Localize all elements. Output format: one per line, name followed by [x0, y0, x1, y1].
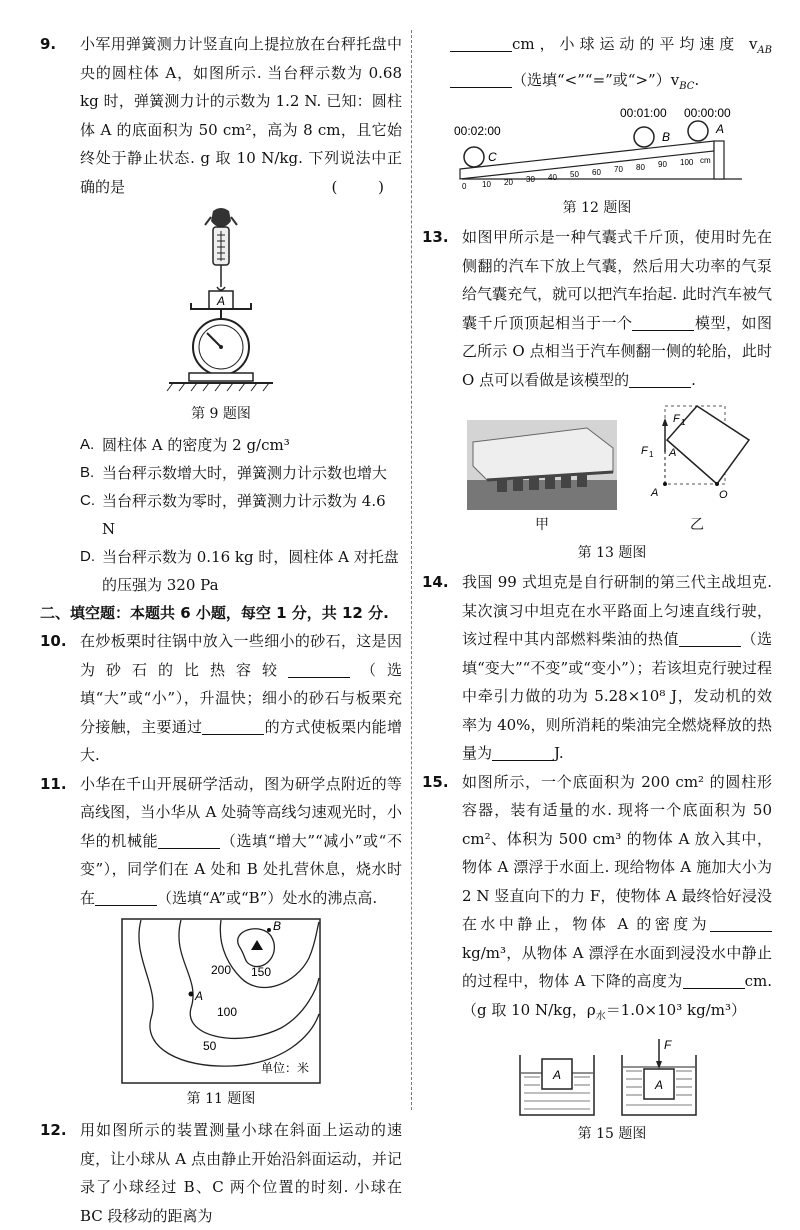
svg-text:60: 60	[592, 168, 601, 177]
right-column	[422, 30, 772, 1145]
ball-b	[634, 127, 654, 147]
answer-blank[interactable]	[679, 629, 741, 647]
force-f: F	[664, 1038, 672, 1052]
point-b: B	[273, 919, 282, 933]
contour-map	[121, 918, 321, 1084]
lever-diagram	[637, 400, 757, 510]
answer-blank[interactable]	[158, 831, 220, 849]
figure-15	[422, 1037, 772, 1145]
label-a-top: A	[669, 447, 677, 459]
question-14: 14. 我国 99 式坦克是自行研制的第三代主战坦克. 某次演习中坦克在水平路面上匀速直线行驶，该过程中其内部燃料柴油的热值 （选填“变大”“不变”或“变小”）；若该坦克行驶过程中牵引力做的功为 5.28×10⁸ J，发动机的效率为 40%，则所消耗的柴油完全燃烧释放的热量为 J.	[422, 568, 772, 768]
force-f1-side: F	[641, 445, 648, 457]
svg-text:40: 40	[548, 173, 557, 182]
incline-diagram	[452, 107, 742, 193]
ball-c	[464, 147, 484, 167]
label-a-bottom: A	[651, 487, 659, 499]
answer-blank[interactable]	[288, 660, 350, 678]
figure-9	[40, 207, 402, 425]
container-submerged	[622, 1038, 696, 1115]
column-divider	[411, 30, 412, 1110]
left-column	[40, 30, 402, 1230]
answer-bracket: ( )	[331, 177, 402, 196]
question-number: 9.	[40, 35, 57, 53]
figure-13-jia	[467, 420, 617, 536]
option-c: C. 当台秤示数为零时，弹簧测力计示数为 4.6 N	[80, 492, 386, 538]
time-a: 00:00:00	[684, 106, 731, 120]
question-number: 14.	[422, 573, 449, 591]
label-b: B	[662, 130, 671, 144]
figure-label-yi: 乙	[690, 517, 704, 533]
force-f1: F	[673, 413, 680, 425]
svg-text:1: 1	[681, 418, 686, 427]
figure-label-jia: 甲	[535, 517, 549, 533]
svg-text:90: 90	[658, 160, 667, 169]
figure-caption: 第 12 题图	[562, 200, 632, 216]
section-heading: 二、填空题：本题共 6 小题，每空 1 分，共 12 分.	[40, 604, 389, 622]
hand-icon	[211, 208, 231, 227]
figure-12	[422, 107, 772, 219]
map-unit: 单位：米	[261, 1061, 310, 1075]
option-a: A. 圆柱体 A 的密度为 2 g/cm³	[80, 436, 290, 454]
contour-label-150: 150	[251, 965, 272, 979]
options-9	[40, 431, 402, 599]
svg-text:30: 30	[526, 175, 535, 184]
svg-text:70: 70	[614, 165, 623, 174]
question-text: 小军用弹簧测力计竖直向上提拉放在台秤托盘中央的圆柱体 A，如图所示. 当台秤示数为 0.68 kg 时，弹簧测力计的示数为 1.2 N. 已知：圆柱体 A 的底面积为 50 cm²，高为 8 cm，且它始终处于静止状态. g 取 10 N/kg. 下列说法中正确的是	[80, 35, 402, 196]
figure-caption: 第 9 题图	[191, 406, 251, 422]
answer-blank[interactable]	[632, 313, 694, 331]
figure-13-yi	[637, 400, 757, 536]
svg-text:1: 1	[649, 450, 654, 459]
contour-label-100: 100	[217, 1005, 238, 1019]
incline-ruler	[460, 141, 714, 179]
label-c: C	[488, 150, 497, 164]
svg-text:100: 100	[680, 158, 694, 167]
question-12-continued: cm，小球运动的平均速度 $v_{AB}$（选填“<”“=”或“$>”)v_{BC}$.	[422, 30, 772, 101]
question-12: 12. 用如图所示的装置测量小球在斜面上运动的速度，让小球从 A 点由静止开始沿斜面运动，并记录了小球经过 B、C 两个位置的时刻. 小球在 BC 段移动的距离为	[40, 1116, 402, 1230]
question-10: 10. 在炒板栗时往锅中放入一些细小的砂石，这是因为砂石的比热容较 （选填“大”或“小”），升温快；细小的砂石与板栗充分接触，主要通过 的方式使板栗内能增大.	[40, 627, 402, 770]
figure-caption: 第 11 题图	[186, 1091, 256, 1107]
svg-text:10: 10	[482, 180, 491, 189]
answer-blank[interactable]	[450, 34, 512, 52]
svg-text:80: 80	[636, 163, 645, 172]
svg-text:A: A	[552, 1068, 562, 1082]
point-a: A	[195, 989, 204, 1003]
contour-label-50: 50	[203, 1039, 217, 1053]
answer-blank[interactable]	[629, 370, 691, 388]
svg-text:0: 0	[462, 182, 467, 191]
svg-text:cm: cm	[700, 156, 711, 165]
answer-blank[interactable]	[95, 888, 157, 906]
figure-caption: 第 15 题图	[577, 1126, 647, 1142]
answer-blank[interactable]	[492, 743, 554, 761]
question-number: 10.	[40, 632, 67, 650]
ball-a	[688, 121, 708, 141]
question-11: 11. 小华在千山开展研学活动，图为研学点附近的等高线图，当小华从 A 处骑等高线匀速观光时，小华的机械能 （选填“增大”“减小”或“不变”），同学们在 A 处和 B 处扎营休息，烧水时在 （选填“A”或“B”）处水的沸点高.	[40, 770, 402, 913]
container-floating	[520, 1055, 594, 1115]
question-number: 13.	[422, 228, 449, 246]
answer-blank[interactable]	[202, 717, 264, 735]
photo-airbag-jack	[467, 420, 617, 510]
figure-caption: 第 13 题图	[577, 545, 647, 561]
question-9	[40, 30, 402, 201]
option-b: B. 当台秤示数增大时，弹簧测力计示数也增大	[80, 464, 388, 482]
question-number: 15.	[422, 772, 449, 791]
label-o: O	[719, 489, 728, 501]
time-c: 00:02:00	[454, 124, 501, 138]
contour-label-200: 200	[211, 963, 232, 977]
svg-text:A: A	[654, 1078, 664, 1092]
label-a: A	[716, 122, 725, 136]
scale-spring-diagram	[151, 207, 291, 399]
label-a: A	[216, 294, 226, 308]
time-b: 00:01:00	[620, 106, 667, 120]
svg-text:20: 20	[504, 178, 513, 187]
option-d: D. 当台秤示数为 0.16 kg 时，圆柱体 A 对托盘的压强为 320 Pa	[80, 548, 399, 594]
container-diagrams	[512, 1037, 712, 1119]
answer-blank[interactable]	[710, 914, 772, 932]
question-15: 15. 如图所示，一个底面积为 200 cm² 的圆柱形容器，装有适量的水. 现将一个底面积为 50 cm²、体积为 500 cm³ 的物体 A 放入其中，物体 A 漂浮于水面上. 现给物体 A 施加大小为 2 N 竖直向下的力 F，使物体 A 最终恰好浸没在水中静止，物体 A 的密度为kg/m³，从物体 A 漂浮在水面到浸没水中静止的过程中，物体 A 下降的高度为 cm.（g 取 10 N/kg，$\rho_水=1.0\times 10^3$ kg/m³）	[422, 768, 772, 1032]
answer-blank[interactable]	[683, 971, 745, 989]
question-number: 11.	[40, 774, 67, 793]
question-13: 13. 如图甲所示是一种气囊式千斤顶，使用时先在侧翻的汽车下放上气囊，然后用大功率的气泵给气囊充气，就可以把汽车抬起. 此时汽车被气囊千斤顶顶起相当于一个 模型，如图乙所示 O 点相当于汽车侧翻一侧的轮胎，此时 O 点可以看做是该模型的 .	[422, 223, 772, 394]
svg-text:50: 50	[570, 170, 579, 179]
figure-13	[422, 400, 772, 536]
answer-blank[interactable]	[450, 70, 512, 88]
question-number: 12.	[40, 1121, 67, 1139]
figure-11	[40, 918, 402, 1110]
